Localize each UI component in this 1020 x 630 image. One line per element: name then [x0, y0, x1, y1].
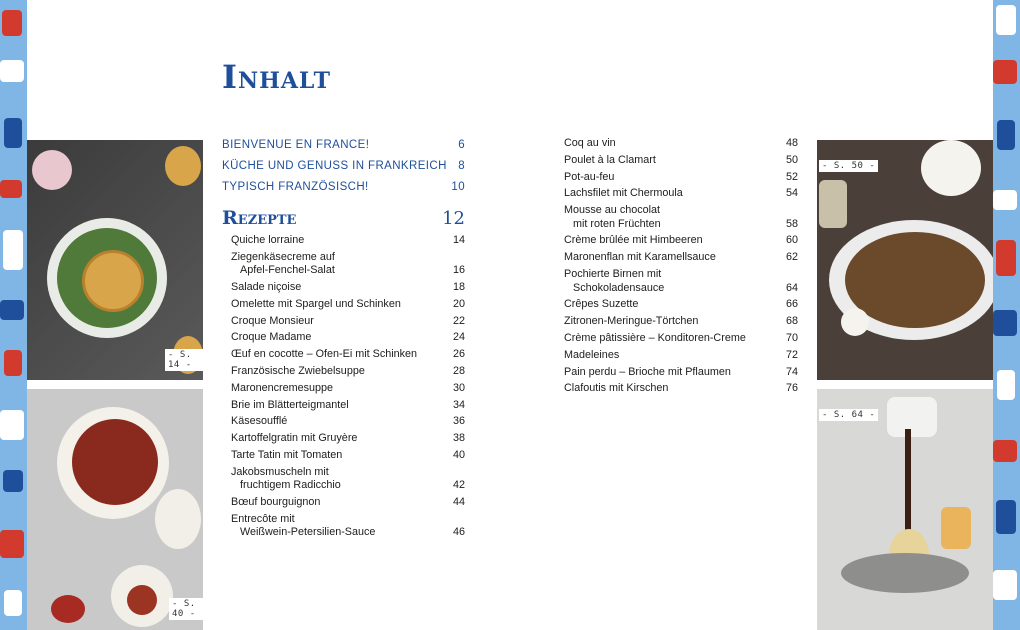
photo-quiche — [27, 140, 203, 380]
toc-entry — [564, 137, 798, 151]
toc-entry-title: Salade niçoise — [231, 281, 302, 294]
toc-entry — [564, 366, 798, 380]
toc-entry-title: Maronencremesuppe — [231, 381, 334, 394]
toc-entry — [231, 399, 465, 413]
toc-entry-page: 46 — [452, 526, 465, 539]
toc-entry-page: 76 — [785, 382, 798, 395]
toc-entry-title-continued: Schokoladensauce — [573, 281, 665, 294]
toc-entry-page: 40 — [452, 449, 465, 462]
toc-entry — [231, 365, 465, 379]
toc-entry-page: 20 — [452, 297, 465, 310]
toc-entry-title: Poulet à la Clamart — [564, 153, 656, 166]
toc-entry-page: 26 — [452, 348, 465, 361]
toc-entry-title: Omelette mit Spargel und Schinken — [231, 297, 401, 310]
toc-intro-entry — [222, 181, 465, 193]
toc-column-1 — [231, 234, 465, 543]
photo-page-tag: - S. 64 - — [819, 409, 878, 421]
toc-entry — [231, 281, 465, 295]
toc-entry — [231, 234, 465, 248]
toc-entry-title: Pochierte Birnen mit — [564, 268, 662, 281]
photo-coq-au-vin — [817, 140, 993, 380]
toc-entry-page: 64 — [785, 281, 798, 294]
toc-entry — [231, 348, 465, 362]
toc-entry — [564, 332, 798, 346]
toc-entry — [231, 513, 465, 540]
toc-entry-title: Französische Zwiebelsuppe — [231, 365, 365, 378]
toc-entry-page: 8 — [458, 160, 465, 172]
toc-entry-title-continued: Apfel-Fenchel-Salat — [240, 264, 335, 277]
toc-entry-title: Tarte Tatin mit Tomaten — [231, 449, 343, 462]
right-pattern-strip — [993, 0, 1020, 630]
toc-entry-page: 44 — [452, 496, 465, 509]
toc-entry-title-continued: Weißwein-Petersilien-Sauce — [240, 526, 376, 539]
toc-entry — [231, 432, 465, 446]
photo-pochierte-birnen — [817, 389, 993, 630]
toc-entry-title: Jakobsmuscheln mit — [231, 465, 329, 478]
toc-entry-title: Œuf en cocotte – Ofen-Ei mit Schinken — [231, 348, 418, 361]
toc-entry-title: Madeleines — [564, 348, 620, 361]
toc-entry — [564, 187, 798, 201]
toc-entry-page: 52 — [785, 170, 798, 183]
toc-entry-title: Zitronen-Meringue-Törtchen — [564, 315, 699, 328]
toc-entry-page: 42 — [452, 479, 465, 492]
toc-entry-label: KÜCHE UND GENUSS IN FRANKREICH — [222, 160, 447, 172]
toc-entry-title-continued: fruchtigem Radicchio — [240, 479, 341, 492]
toc-entry — [564, 349, 798, 363]
section-heading-page: 12 — [442, 208, 465, 229]
photo-page-tag: - S. 50 - — [819, 160, 878, 172]
section-heading-label: Rezepte — [222, 207, 297, 229]
toc-entry-title: Croque Monsieur — [231, 314, 314, 327]
toc-entry-title: Käsesoufflé — [231, 415, 288, 428]
toc-entry-page: 70 — [785, 331, 798, 344]
toc-entry-page: 34 — [452, 398, 465, 411]
toc-entry-page: 58 — [785, 217, 798, 230]
toc-column-2 — [564, 137, 798, 399]
photo-tarte-tatin — [27, 389, 203, 630]
toc-entry-label: TYPISCH FRANZÖSISCH! — [222, 181, 369, 193]
toc-entry-page: 60 — [785, 234, 798, 247]
toc-entry — [231, 331, 465, 345]
toc-entry-title: Lachsfilet mit Chermoula — [564, 187, 683, 200]
toc-entry-page: 50 — [785, 153, 798, 166]
toc-entry-title: Quiche lorraine — [231, 234, 305, 246]
toc-entry-page: 38 — [452, 432, 465, 445]
toc-entry-title: Entrecôte mit — [231, 512, 295, 525]
toc-entry-page: 54 — [785, 187, 798, 200]
toc-entry-title: Crème pâtissière – Konditoren-Creme — [564, 331, 746, 344]
toc-entry-page: 48 — [785, 137, 798, 149]
toc-entry — [231, 315, 465, 329]
toc-entry — [564, 298, 798, 312]
toc-entry-page: 16 — [452, 264, 465, 277]
toc-entry-title: Kartoffelgratin mit Gruyère — [231, 432, 358, 445]
toc-entry — [564, 171, 798, 185]
toc-entry — [564, 154, 798, 168]
section-heading — [222, 207, 465, 229]
toc-entry — [231, 298, 465, 312]
toc-entry-page: 30 — [452, 381, 465, 394]
toc-entry — [564, 251, 798, 265]
toc-entry — [231, 496, 465, 510]
toc-entry — [231, 449, 465, 463]
left-pattern-strip — [0, 0, 27, 630]
toc-entry-page: 24 — [452, 331, 465, 344]
toc-entry-title-continued: mit roten Früchten — [573, 217, 661, 230]
toc-entry-page: 6 — [458, 139, 465, 151]
toc-entry-label: BIENVENUE EN FRANCE! — [222, 139, 370, 151]
toc-entry-title: Brie im Blätterteigmantel — [231, 398, 349, 411]
toc-entry-title: Croque Madame — [231, 331, 312, 344]
photo-page-tag: - S. 14 - — [165, 349, 203, 371]
toc-entry-title: Clafoutis mit Kirschen — [564, 382, 669, 395]
toc-intro-entry — [222, 139, 465, 151]
toc-entry-title: Crêpes Suzette — [564, 298, 639, 311]
toc-entry-page: 74 — [785, 365, 798, 378]
toc-entry-page: 22 — [452, 314, 465, 327]
photo-page-tag: - S. 40 - — [169, 598, 203, 620]
toc-entry-title: Bœuf bourguignon — [231, 496, 321, 509]
toc-entry-title: Crème brûlée mit Himbeeren — [564, 234, 703, 247]
toc-intro-entry — [222, 160, 465, 172]
toc-entry-page: 72 — [785, 348, 798, 361]
toc-entry — [231, 415, 465, 429]
toc-entry — [231, 382, 465, 396]
toc-entry-title: Coq au vin — [564, 137, 616, 149]
toc-entry-page: 14 — [452, 234, 465, 246]
toc-entry-page: 36 — [452, 415, 465, 428]
toc-entry — [564, 234, 798, 248]
toc-entry — [231, 251, 465, 278]
toc-entry-title: Ziegenkäsecreme auf — [231, 250, 335, 263]
toc-entry — [564, 204, 798, 231]
toc-entry-page: 68 — [785, 315, 798, 328]
toc-entry — [564, 315, 798, 329]
toc-entry — [564, 382, 798, 396]
page-title: Inhalt — [222, 58, 331, 96]
toc-entry-title: Mousse au chocolat — [564, 204, 661, 217]
toc-entry-title: Pain perdu – Brioche mit Pflaumen — [564, 365, 731, 378]
toc-entry-page: 66 — [785, 298, 798, 311]
toc-entry-page: 62 — [785, 251, 798, 264]
toc-entry-page: 10 — [451, 181, 465, 193]
toc-entry — [231, 466, 465, 493]
toc-entry-page: 18 — [452, 281, 465, 294]
toc-entry — [564, 268, 798, 295]
toc-entry-page: 28 — [452, 365, 465, 378]
toc-entry-title: Pot-au-feu — [564, 170, 615, 183]
toc-entry-title: Maronenflan mit Karamellsauce — [564, 251, 716, 264]
